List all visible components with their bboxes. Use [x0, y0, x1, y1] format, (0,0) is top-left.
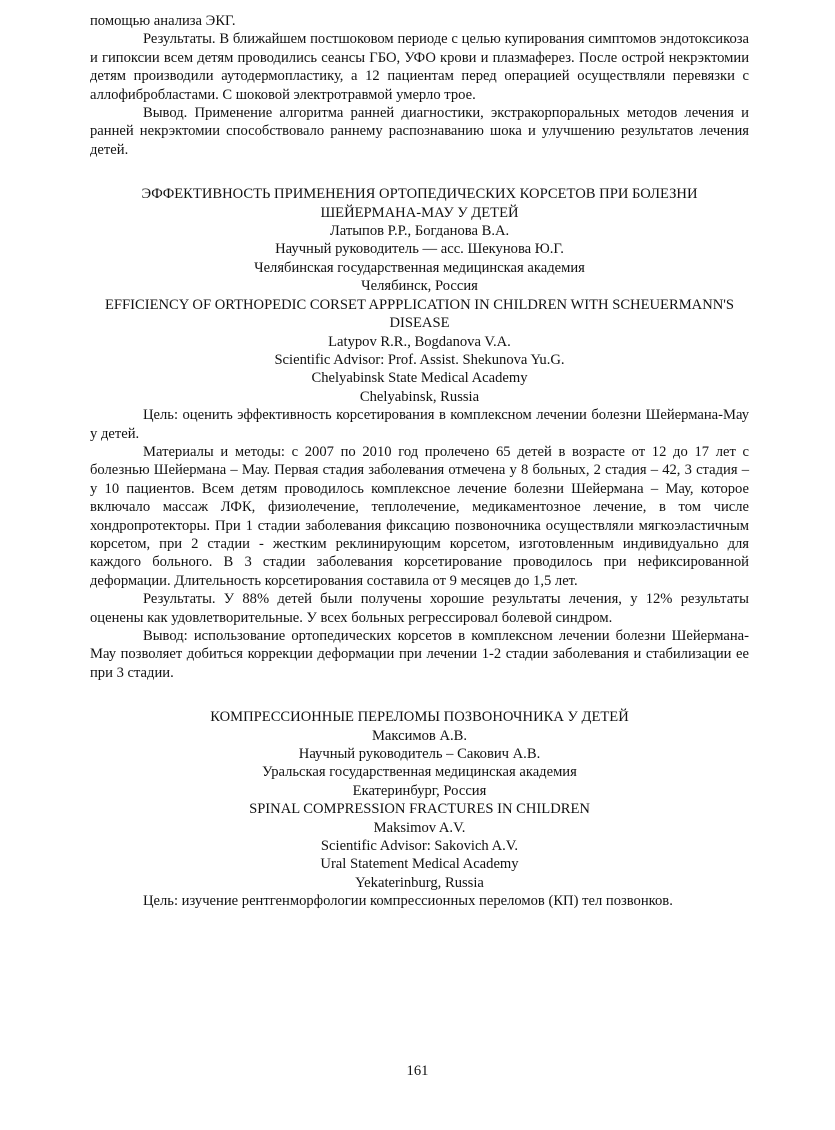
article1-advisor-en: Scientific Advisor: Prof. Assist. Shekunova Yu.G.: [274, 351, 565, 368]
article1-title-en: EFFICIENCY OF ORTHOPEDIC CORSET APPPLICATION IN CHILDREN WITH SCHEUERMANN'S DISEASE: [104, 296, 735, 332]
article2-advisor-ru: Научный руководитель – Сакович А.В.: [298, 746, 541, 763]
article2-advisor-en: Scientific Advisor: Sakovich A.V.: [320, 838, 519, 855]
article2-institution-en: Ural Statement Medical Academy: [320, 856, 519, 873]
article-spinal-compression-fractures: [90, 708, 749, 910]
article1-results-paragraph: Результаты. У 88% детей были получены хорошие результаты лечения, у 12% результаты оценены как удовлетворительные. У всех больных регрессировал болевой синдром.: [90, 591, 749, 626]
article1-city-en: Chelyabinsk, Russia: [359, 388, 480, 405]
article2-institution-ru: Уральская государственная медицинская академия: [262, 764, 577, 781]
article2-aim-paragraph: Цель: изучение рентгенморфологии компрессионных переломов (КП) тел позвонков.: [143, 893, 673, 910]
article-orthopedic-corsets: [90, 185, 749, 682]
article1-advisor-ru: Научный руководитель — асс. Шекунова Ю.Г.: [275, 241, 564, 258]
article1-title-ru: ЭФФЕКТИВНОСТЬ ПРИМЕНЕНИЯ ОРТОПЕДИЧЕСКИХ КОРСЕТОВ ПРИ БОЛЕЗНИ ШЕЙЕРМАНА-МАУ У ДЕТЕЙ: [141, 186, 698, 221]
article2-city-en: Yekaterinburg, Russia: [355, 874, 484, 891]
article1-institution-ru: Челябинская государственная медицинская академия: [254, 259, 585, 276]
article2-authors-en: Maksimov A.V.: [373, 819, 466, 836]
article1-conclusion-paragraph: Вывод: использование ортопедических корсетов в комплексном лечении болезни Шейермана-Мау позволяет добиться коррекции деформации при лечении 1-2 стадии заболевания и стабилизации ее при 3 стадии.: [90, 628, 749, 681]
intro-results-paragraph: Результаты. В ближайшем постшоковом периоде с целью купирования симптомов эндотоксикоза и гипоксии всем детям проводились сеансы ГБО, УФО крови и плазмаферез. После острой некрэктомии детям производили аутодермопластику, а 12 пациентам перед операцией осуществляли перевязки с аллофибробластами. С шоковой электротравмой умерло трое.: [90, 31, 749, 103]
article2-title-en: SPINAL COMPRESSION FRACTURES IN CHILDREN: [249, 801, 590, 818]
article1-institution-en: Chelyabinsk State Medical Academy: [311, 370, 528, 387]
article1-aim-paragraph: Цель: оценить эффективность корсетирования в комплексном лечении болезни Шейермана-Мау у детей.: [90, 407, 749, 442]
article2-city-ru: Екатеринбург, Россия: [352, 782, 487, 799]
intro-paragraph-1: помощью анализа ЭКГ.: [90, 13, 236, 29]
article1-methods-paragraph: Материалы и методы: с 2007 по 2010 год пролечено 65 детей в возрасте от 12 до 17 лет с болезнью Шейермана – Мау. Первая стадия заболевания отмечена у 8 больных, 2 стадия – 42, 3 стадия – у 10 пациентов. Всем детям проводилось комплексное лечение болезни Шейермана – Мау, которое включало массаж ЛФК, физиолечение, теплолечение, медикаментозное лечение, в том числе хондропротекторы. При 1 стадии заболевания фиксацию позвоночника осуществляли мягкоэластичным корсетом, при 2 стадии - жестким реклинирующим корсетом, изготовленным индивидуально для каждого больного. В 3 стадии заболевания корсетирование проводилось при нефиксированной деформации. Длительность корсетирования составила от 9 месяцев до 1,5 лет.: [90, 443, 749, 589]
article1-authors-ru: Латыпов Р.Р., Богданова В.А.: [329, 223, 510, 240]
page-number: 161: [406, 1063, 429, 1079]
article1-authors-en: Latypov R.R., Bogdanova V.A.: [328, 333, 511, 350]
article2-authors-ru: Максимов А.В.: [371, 727, 468, 744]
article2-title-ru: КОМПРЕССИОННЫЕ ПЕРЕЛОМЫ ПОЗВОНОЧНИКА У ДЕТЕЙ: [210, 709, 629, 726]
intro-conclusion-paragraph: Вывод. Применение алгоритма ранней диагностики, экстракорпоральных методов лечения и ранней некрэктомии способствовало раннему распознаванию шока и улучшению результатов лечения детей.: [90, 105, 749, 158]
article1-city-ru: Челябинск, Россия: [361, 278, 478, 295]
